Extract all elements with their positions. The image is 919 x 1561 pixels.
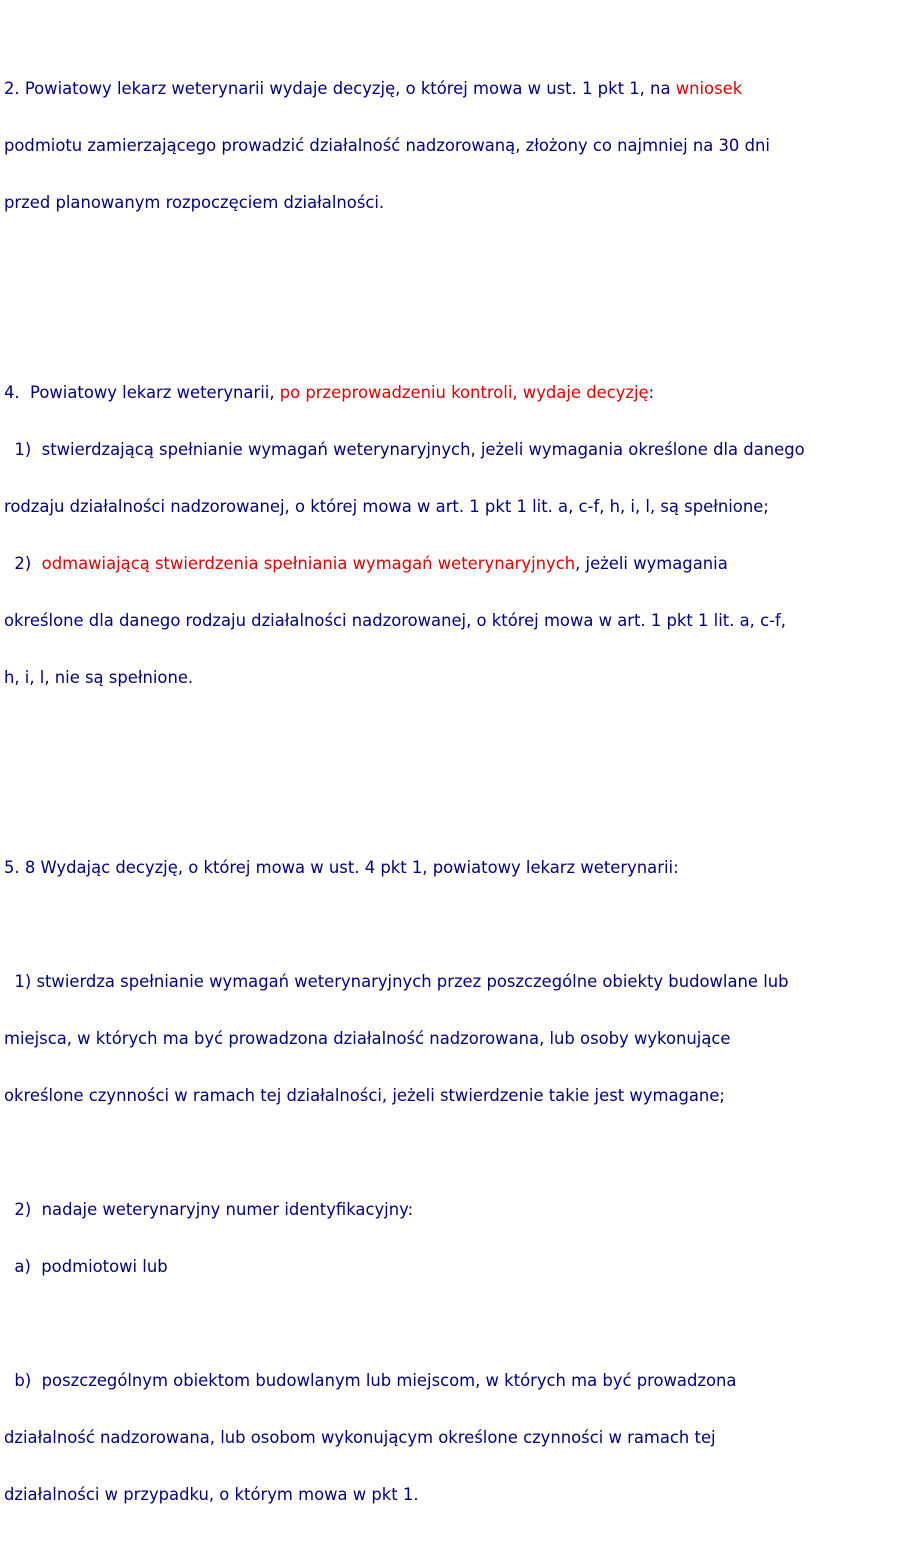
text-line: określone czynności w ramach tej działalności, jeżeli stwierdzenie takie jest wymagane; [4,1086,725,1105]
text-line: działalność nadzorowana, lub osobom wykonującym określone czynności w ramach tej [4,1428,716,1447]
text-line: podmiotu zamierzającego prowadzić działalność nadzorowaną, złożony co najmniej na 30 dni [4,136,770,155]
text-line: a) podmiotowi lub [4,1257,168,1276]
text-run: , jeżeli wymagania [575,554,728,573]
text-line: 1) stwierdzającą spełnianie wymagań weterynaryjnych, jeżeli wymagania określone dla danego [4,440,805,459]
text-line [4,79,916,98]
highlighted-text: po przeprowadzeniu kontroli, wydaje decyzję [279,383,649,402]
text-run: : [648,383,655,402]
paragraph-2 [4,41,916,250]
text-line [4,383,916,402]
text-line: określone dla danego rodzaju działalności nadzorowanej, o której mowa w art. 1 pkt 1 lit. a, c-f, [4,611,786,630]
text-run: 4. Powiatowy lekarz weterynarii, [4,383,280,402]
spacer [4,288,916,307]
text-line: miejsca, w których ma być prowadzona działalność nadzorowana, lub osoby wykonujące [4,1029,731,1048]
spacer [4,763,916,782]
text-line: b) poszczególnym obiektom budowlanym lub miejscom, w których ma być prowadzona [4,1371,737,1390]
text-line: przed planowanym rozpoczęciem działalności. [4,193,385,212]
spacer [4,915,916,934]
text-line: rodzaju działalności nadzorowanej, o której mowa w art. 1 pkt 1 lit. a, c-f, h, i, l, są spełnione; [4,497,769,516]
highlighted-text: odmawiającą stwierdzenia spełniania wymagań weterynaryjnych [41,554,576,573]
text-line [4,554,916,573]
text-run: 2. Powiatowy lekarz weterynarii wydaje decyzję, o której mowa w ust. 1 pkt 1, na [4,79,676,98]
text-run: 2) [4,554,42,573]
spacer [4,1143,916,1162]
spacer [4,1314,916,1333]
text-line: 5. 8 Wydając decyzję, o której mowa w ust. 4 pkt 1, powiatowy lekarz weterynarii: [4,858,679,877]
paragraph-5 [4,820,916,1542]
text-line: działalności w przypadku, o którym mowa w pkt 1. [4,1485,419,1504]
text-line: 1) stwierdza spełnianie wymagań weterynaryjnych przez poszczególne obiekty budowlane lub [4,972,789,991]
document-body [4,3,916,1561]
text-line: 2) nadaje weterynaryjny numer identyfikacyjny: [4,1200,414,1219]
paragraph-4 [4,345,916,725]
text-line: h, i, l, nie są spełnione. [4,668,194,687]
highlighted-text: wniosek [675,79,743,98]
